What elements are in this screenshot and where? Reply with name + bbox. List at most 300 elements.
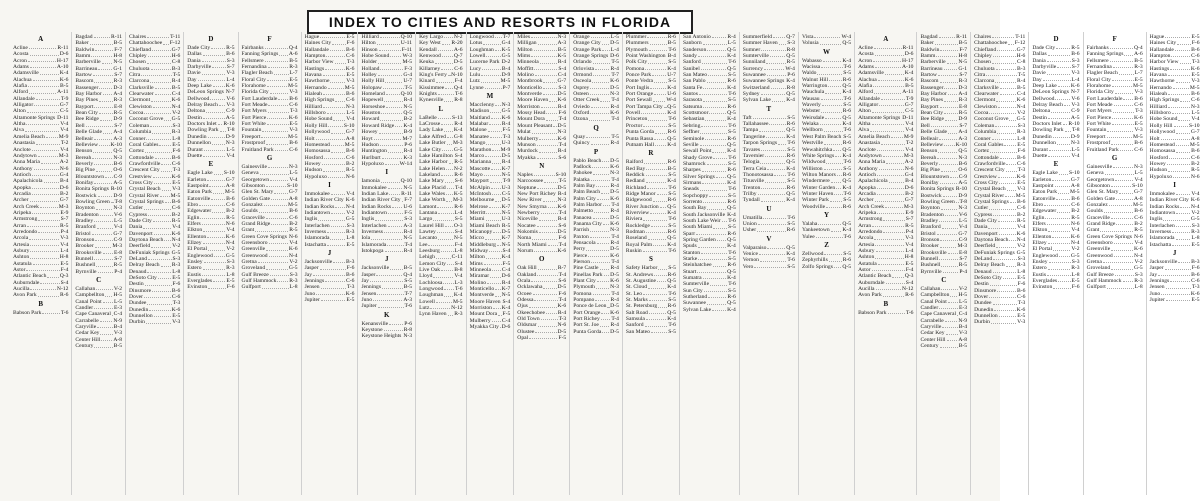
grid-reference: M-3	[452, 197, 463, 204]
city-name: Brooker	[920, 243, 939, 250]
grid-reference: U-7	[667, 72, 676, 79]
city-name: South Miami	[682, 224, 713, 231]
grid-reference: C-4	[958, 311, 968, 318]
grid-reference: P-4	[60, 228, 69, 235]
leader-dots	[94, 256, 113, 260]
grid-reference: K-4	[667, 284, 676, 291]
grid-reference: T-5	[1017, 72, 1026, 79]
leader-dots	[591, 177, 611, 181]
leader-dots	[646, 172, 668, 176]
city-name: Madison	[469, 108, 490, 115]
city-name: Gulf Hammock	[241, 278, 277, 285]
city-name: Lloyd	[419, 273, 433, 280]
city-name: San Pablo	[682, 78, 706, 85]
grid-reference: M-9	[58, 133, 69, 140]
leader-dots	[269, 240, 289, 244]
city-name: Port Orange	[625, 91, 654, 98]
leader-dots	[877, 147, 905, 151]
city-name: Middleburg	[469, 241, 496, 248]
leader-dots	[643, 216, 667, 220]
leader-dots	[999, 180, 1016, 184]
grid-reference: B-5	[557, 46, 567, 53]
leader-dots	[883, 216, 904, 220]
city-name: Stanton	[682, 249, 701, 256]
city-name: Wauchula	[801, 89, 825, 96]
city-name: Fellsmere	[1086, 57, 1109, 64]
city-name: Loughman	[469, 46, 494, 53]
grid-reference: N-4	[1190, 203, 1200, 210]
city-name: Havana	[1149, 72, 1167, 79]
city-name: Clarcona	[129, 78, 150, 85]
leader-dots	[947, 337, 958, 341]
leader-dots	[379, 47, 401, 51]
leader-dots	[1176, 148, 1190, 152]
grid-reference: G-5	[1016, 116, 1026, 123]
city-name: Deltona	[187, 108, 205, 115]
grid-reference: R-4	[1016, 78, 1026, 85]
leader-dots	[111, 199, 114, 203]
leader-dots	[541, 316, 558, 320]
leader-dots	[708, 294, 726, 298]
city-name: Altha	[13, 121, 26, 128]
grid-reference: E-5	[289, 76, 298, 83]
city-name: Suwannee Springs	[742, 78, 785, 85]
city-name: Floral City	[241, 76, 266, 83]
city-name: Jennings	[361, 284, 382, 291]
city-name: Denaud	[129, 268, 147, 275]
leader-dots	[331, 191, 346, 195]
leader-dots	[997, 47, 1016, 51]
leader-dots	[92, 155, 112, 159]
grid-reference: K-4	[842, 121, 852, 128]
section-letter: C	[96, 276, 102, 285]
index-entry	[13, 310, 68, 316]
grid-reference: G-7	[904, 197, 914, 204]
city-name: Belle Glade	[920, 129, 948, 136]
city-name: Bradenton	[920, 211, 944, 218]
grid-reference: K-6	[1070, 233, 1080, 240]
leader-dots	[1168, 91, 1190, 95]
grid-reference: L-8	[1017, 135, 1026, 142]
grid-reference: K-6	[225, 233, 235, 240]
leader-dots	[151, 243, 171, 247]
city-name: Paxton	[573, 233, 589, 240]
city-name: Mulberry	[517, 135, 539, 142]
grid-reference: E-5	[346, 34, 355, 40]
city-name: Largo	[419, 216, 433, 223]
grid-reference: E-5	[1017, 141, 1026, 148]
city-name: Houston	[361, 110, 381, 117]
grid-reference: F-7	[404, 197, 413, 204]
city-name: Anna Maria	[13, 159, 40, 166]
city-name: Bushnell	[75, 262, 96, 269]
leader-dots	[1059, 170, 1068, 174]
grid-reference: T-6	[668, 184, 676, 191]
section-letter: E	[1053, 160, 1059, 169]
grid-reference: S-7	[959, 122, 968, 129]
grid-reference: B-2	[171, 211, 181, 218]
grid-reference: K-6	[345, 65, 355, 72]
city-name: Naples	[517, 171, 533, 178]
grid-reference: C-6	[171, 294, 181, 301]
grid-reference: A-10	[56, 64, 69, 71]
grid-reference: R-3	[289, 278, 298, 285]
city-name: Trilby	[742, 190, 757, 197]
grid-reference: C-11	[451, 254, 463, 261]
leader-dots	[698, 53, 726, 57]
grid-reference: K-4	[667, 209, 676, 216]
grid-reference: F-5	[502, 311, 511, 318]
leader-dots	[590, 85, 609, 89]
city-name: Fort Meade	[1086, 102, 1113, 109]
grid-reference: F-6	[1017, 281, 1026, 288]
leader-dots	[761, 91, 786, 95]
city-name: Bagdad	[75, 34, 93, 40]
city-name: Graceville	[241, 214, 265, 221]
city-name: Gulfport	[1086, 284, 1106, 291]
leader-dots	[1176, 78, 1191, 82]
city-name: Jupiter	[361, 303, 377, 310]
leader-dots	[486, 216, 501, 220]
grid-reference: K-6	[1190, 197, 1200, 204]
city-name: Destin	[187, 114, 202, 121]
city-name: Murdock	[517, 148, 538, 155]
leader-dots	[147, 59, 171, 63]
leader-dots	[707, 300, 726, 304]
city-name: Arredondo	[858, 228, 883, 235]
city-name: Fort Lauderdale	[1086, 95, 1123, 102]
city-name: Deep Lake	[1032, 83, 1057, 90]
city-name: Sanderson	[682, 46, 707, 53]
leader-dots	[945, 116, 957, 120]
city-name: Fanning Springs	[1086, 51, 1124, 58]
grid-reference: N-3	[1070, 140, 1080, 147]
grid-reference: A-8	[113, 336, 123, 343]
city-name: Hampton	[304, 53, 326, 60]
city-name: Morriston	[517, 103, 540, 110]
leader-dots	[152, 129, 171, 133]
city-name: Glen St. Mary	[1086, 189, 1119, 196]
leader-dots	[1171, 53, 1190, 57]
grid-reference: R-6	[727, 167, 736, 174]
city-name: Fernandina	[241, 64, 267, 71]
grid-reference: B-4	[958, 324, 968, 331]
grid-reference: A-5	[958, 179, 968, 186]
city-name: Killarney	[419, 65, 441, 72]
grid-reference: T-2	[60, 140, 69, 147]
city-name: Dania	[187, 57, 201, 64]
leader-dots	[760, 257, 786, 261]
grid-reference: T-3	[346, 284, 355, 291]
grid-reference: K-4	[59, 70, 69, 77]
city-name: Hobe Sound	[361, 53, 390, 60]
grid-reference: T-6	[728, 91, 736, 98]
grid-reference: N-3	[958, 205, 968, 212]
city-name: Barberville	[75, 59, 101, 66]
grid-reference: G-7	[557, 78, 567, 85]
city-name: San Mateo	[682, 72, 708, 79]
leader-dots	[1178, 259, 1190, 263]
city-name: Quay	[573, 133, 586, 140]
city-name: Valparaiso	[742, 244, 767, 251]
leader-dots	[385, 248, 403, 252]
index-entry	[242, 284, 298, 290]
leader-dots	[323, 104, 345, 108]
leader-dots	[531, 278, 557, 282]
leader-dots	[378, 303, 404, 307]
grid-reference: Q-5	[727, 141, 736, 148]
city-name: Bristol	[920, 230, 936, 237]
city-name: Cottondale	[129, 154, 154, 161]
city-name: Sanford	[682, 59, 701, 66]
city-name: Molino	[469, 279, 487, 286]
leader-dots	[601, 316, 611, 320]
leader-dots	[644, 159, 667, 163]
grid-reference: F-7	[114, 46, 123, 53]
section-letter: L	[438, 104, 444, 113]
leader-dots	[707, 78, 727, 82]
grid-reference: E-5	[1017, 179, 1026, 186]
city-name: Golden Gate	[1086, 195, 1116, 202]
city-name: Armstrong	[13, 216, 38, 223]
city-name: Chosen	[129, 59, 146, 66]
index-entry	[743, 227, 795, 233]
city-name: McIntosh	[469, 190, 492, 197]
grid-reference: K-4	[727, 306, 736, 313]
index-entry	[1150, 174, 1200, 180]
city-name: Citra	[129, 72, 141, 79]
leader-dots	[446, 166, 453, 170]
grid-reference: D-3	[113, 84, 123, 91]
grid-reference: B-6	[1071, 195, 1080, 202]
grid-reference: R-5	[113, 110, 123, 117]
grid-reference: E-5	[1071, 278, 1080, 285]
city-name: DeLand	[974, 256, 993, 263]
leader-dots	[646, 166, 666, 170]
grid-reference: N-3	[610, 170, 619, 177]
grid-reference: K-4	[667, 178, 676, 185]
leader-dots	[266, 265, 288, 269]
city-name: Lucy	[469, 65, 482, 72]
grid-reference: S-7	[60, 216, 69, 223]
city-name: Beverly	[75, 160, 94, 167]
leader-dots	[1107, 127, 1133, 131]
grid-reference: L-8	[172, 135, 181, 142]
grid-reference: K-6	[1190, 290, 1200, 297]
city-name: Spring Garden	[682, 237, 716, 243]
leader-dots	[330, 235, 345, 239]
leader-dots	[149, 307, 170, 311]
city-name: Indiantown	[1149, 209, 1176, 216]
city-name: Cottondale	[974, 154, 999, 161]
grid-reference: R-5	[454, 159, 463, 166]
city-name: Dundee	[974, 300, 992, 307]
leader-dots	[696, 231, 726, 235]
grid-reference: R-4	[403, 148, 413, 155]
city-name: Holly Hill	[304, 122, 328, 129]
grid-reference: K-6	[557, 248, 567, 254]
leader-dots	[596, 284, 609, 288]
grid-reference: R-6	[786, 227, 795, 234]
leader-dots	[95, 237, 112, 241]
city-name: Red Bay	[625, 165, 646, 172]
city-name: Pahokee	[573, 170, 593, 177]
leader-dots	[989, 205, 1016, 209]
leader-dots	[379, 129, 403, 133]
grid-reference: T-6	[728, 217, 736, 224]
city-name: Eagle Lake	[1032, 170, 1058, 177]
leader-dots	[25, 127, 59, 131]
leader-dots	[591, 259, 610, 263]
grid-reference: T-7	[502, 34, 511, 40]
city-name: Deerfield	[129, 243, 151, 250]
city-name: Jennings	[1149, 278, 1170, 285]
grid-reference: S-4	[454, 260, 463, 267]
grid-reference: N-5	[501, 171, 511, 178]
city-name: Cocoa	[974, 110, 989, 117]
city-name: Auburndale	[858, 279, 885, 286]
city-name: Bostwick	[75, 192, 97, 199]
leader-dots	[377, 40, 400, 44]
leader-dots	[996, 66, 1016, 70]
section-letter: B	[883, 299, 889, 308]
city-name: Adamsville	[858, 70, 884, 77]
city-name: Apopka	[858, 184, 876, 191]
grid-reference: K-4	[786, 133, 795, 140]
leader-dots	[203, 115, 225, 119]
city-name: Hobe Sound	[304, 116, 333, 123]
grid-reference: V-6	[958, 211, 968, 218]
grid-reference: R-4	[610, 322, 619, 329]
city-name: Redland	[625, 178, 645, 185]
leader-dots	[36, 96, 60, 100]
city-name: Amelia Beach	[858, 133, 890, 140]
leader-dots	[704, 288, 727, 292]
city-name: Harbor View	[304, 59, 334, 66]
city-name: Lake Worth	[419, 197, 446, 204]
leader-dots	[872, 121, 905, 125]
city-name: Jacksonville	[304, 259, 333, 265]
leader-dots	[1111, 183, 1131, 187]
grid-reference: R-3	[1071, 265, 1080, 272]
leader-dots	[154, 180, 171, 184]
leader-dots	[445, 178, 454, 182]
leader-dots	[100, 330, 112, 334]
grid-reference: E-5	[1191, 34, 1200, 40]
city-name: DeLeon Springs	[187, 89, 224, 96]
leader-dots	[940, 180, 958, 184]
grid-reference: V-4	[958, 224, 968, 231]
index-column	[622, 32, 679, 495]
city-name: Crawfordville	[129, 160, 161, 167]
leader-dots	[1123, 278, 1134, 282]
index-entry	[1032, 284, 1079, 290]
city-name: Sun City	[682, 287, 703, 294]
leader-dots	[1048, 51, 1071, 55]
leader-dots	[164, 237, 170, 241]
grid-reference: K-4	[667, 141, 676, 148]
leader-dots	[100, 212, 113, 216]
leader-dots	[603, 202, 610, 206]
city-name: Orange	[573, 34, 590, 40]
leader-dots	[1109, 202, 1132, 206]
grid-reference: N-3	[958, 154, 968, 161]
leader-dots	[428, 242, 453, 246]
city-name: Dade City	[1032, 45, 1056, 51]
leader-dots	[940, 47, 958, 51]
grid-reference: K-6	[171, 173, 181, 180]
city-name: Key Largo	[419, 34, 444, 40]
city-name: Ocoee	[517, 290, 532, 297]
leader-dots	[274, 70, 289, 74]
leader-dots	[444, 292, 453, 296]
grid-reference: E-5	[172, 141, 181, 148]
city-name: Ocala	[517, 278, 531, 285]
grid-reference: B-5	[113, 343, 123, 350]
index-entry	[1150, 242, 1200, 248]
city-name: Caryville	[920, 324, 942, 331]
grid-reference: K-6	[610, 252, 619, 259]
leader-dots	[488, 127, 502, 131]
city-name: Branford	[920, 224, 941, 231]
section-letter: E	[208, 160, 214, 169]
city-name: Port Sewall	[625, 97, 652, 104]
grid-reference: N-2	[453, 165, 463, 172]
leader-dots	[829, 257, 842, 261]
grid-reference: K-4	[842, 227, 852, 234]
grid-reference: L-8	[289, 284, 298, 291]
city-name: Holley	[361, 72, 377, 79]
leader-dots	[822, 102, 843, 106]
grid-reference: K-4	[727, 179, 736, 186]
leader-dots	[769, 121, 785, 125]
grid-reference: K-6	[1070, 83, 1080, 90]
leader-dots	[596, 183, 609, 187]
city-name: Acosta	[13, 51, 29, 58]
leader-dots	[491, 115, 501, 119]
grid-reference: V-4	[905, 127, 914, 134]
grid-reference: T-6	[728, 186, 736, 193]
grid-reference: K-4	[667, 110, 676, 117]
leader-dots	[944, 97, 958, 101]
leader-dots	[538, 40, 557, 44]
city-name: Santos	[682, 91, 698, 98]
grid-reference: B-5	[1134, 57, 1143, 64]
index-column	[513, 32, 569, 495]
grid-reference: K-4	[501, 254, 511, 261]
grid-reference: T-4	[558, 141, 567, 148]
grid-reference: V-3	[172, 319, 181, 326]
grid-reference: B-5	[905, 83, 914, 90]
city-name: Boynton	[920, 205, 940, 212]
city-name: Eagle Lake	[187, 170, 213, 177]
leader-dots	[702, 180, 726, 184]
leader-dots	[32, 172, 59, 176]
leader-dots	[445, 85, 453, 89]
city-name: Milligan	[517, 40, 537, 47]
leader-dots	[529, 335, 557, 339]
leader-dots	[1176, 235, 1191, 239]
city-name: Mascotte	[469, 165, 491, 172]
leader-dots	[36, 140, 60, 144]
grid-reference: G-5	[1190, 216, 1200, 223]
leader-dots	[872, 267, 905, 271]
grid-reference: K-4	[403, 122, 413, 129]
city-name: Howey	[1149, 160, 1166, 167]
leader-dots	[490, 134, 502, 138]
city-name: Pine Castle	[573, 265, 599, 272]
leader-dots	[1163, 216, 1189, 220]
